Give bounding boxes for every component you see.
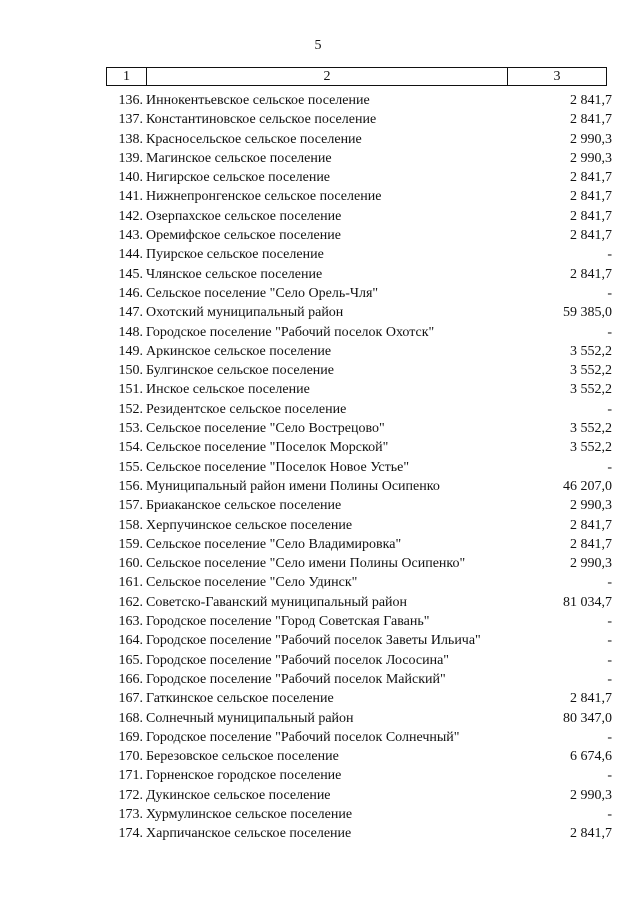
amount-value: - (607, 652, 612, 668)
table-row (106, 496, 612, 515)
table-row (106, 438, 612, 457)
table-row (106, 631, 612, 650)
amount-value: 6 674,6 (570, 749, 612, 765)
row-number: 143. (118, 228, 143, 244)
amount-value: 2 990,3 (570, 498, 612, 514)
row-number: 167. (118, 691, 143, 707)
amount-value: - (607, 768, 612, 784)
amount-value: 2 990,3 (570, 787, 612, 803)
settlement-name: Охотский муниципальный район (146, 305, 344, 321)
amount-value: 2 841,7 (570, 189, 612, 205)
amount-value: 2 841,7 (570, 266, 612, 282)
settlement-name: Городское поселение "Рабочий поселок Лососина" (146, 652, 450, 668)
table-row (106, 535, 612, 554)
row-number: 161. (118, 575, 143, 591)
settlement-name: Муниципальный район имени Полины Осипенко (146, 478, 440, 494)
settlement-name: Сельское поселение "Село Орель-Чля" (146, 285, 379, 301)
settlement-name: Нигирское сельское поселение (146, 170, 331, 186)
table-row (106, 361, 612, 380)
amount-value: - (607, 575, 612, 591)
table-row (106, 207, 612, 226)
row-number: 172. (118, 787, 143, 803)
amount-value: 3 552,2 (570, 343, 612, 359)
table-row (106, 342, 612, 361)
row-number: 164. (118, 633, 143, 649)
amount-value: 2 841,7 (570, 536, 612, 552)
settlement-name: Члянское сельское поселение (146, 266, 323, 282)
settlement-name: Оремифское сельское поселение (146, 228, 341, 244)
settlement-name: Сельское поселение "Село Удинск" (146, 575, 358, 591)
amount-value: - (607, 247, 612, 263)
table-row (106, 516, 612, 535)
header-col-2: 2 (147, 68, 508, 85)
table-row (106, 458, 612, 477)
settlement-name: Озерпахское сельское поселение (146, 208, 342, 224)
table-row (106, 226, 612, 245)
table-row (106, 323, 612, 342)
amount-value: 2 841,7 (570, 826, 612, 842)
row-number: 163. (118, 614, 143, 630)
settlement-name: Инское сельское поселение (146, 382, 310, 398)
table-row (106, 400, 612, 419)
settlement-name: Херпучинское сельское поселение (146, 517, 353, 533)
row-number: 139. (118, 150, 143, 166)
amount-value: - (607, 633, 612, 649)
table-row (106, 709, 612, 728)
row-number: 144. (118, 247, 143, 263)
settlement-name: Горненское городское поселение (146, 768, 342, 784)
table-row (106, 303, 612, 322)
table-row (106, 187, 612, 206)
amount-value: 3 552,2 (570, 440, 612, 456)
row-number: 157. (118, 498, 143, 514)
amount-value: 80 347,0 (563, 710, 612, 726)
row-number: 136. (118, 93, 143, 108)
settlement-name: Сельское поселение "Поселок Новое Устье" (146, 459, 410, 475)
row-number: 160. (118, 556, 143, 572)
amount-value: 2 990,3 (570, 556, 612, 572)
row-number: 165. (118, 652, 143, 668)
row-number: 173. (118, 806, 143, 822)
amount-value: - (607, 806, 612, 822)
table-row (106, 689, 612, 708)
settlement-name: Городское поселение "Рабочий поселок Солнечный" (146, 729, 460, 745)
settlement-name: Сельское поселение "Село имени Полины Осипенко" (146, 556, 466, 572)
table-row (106, 651, 612, 670)
settlement-name: Красносельское сельское поселение (146, 131, 362, 147)
settlement-name: Резидентское сельское поселение (146, 401, 347, 417)
amount-value: 2 841,7 (570, 228, 612, 244)
table-row (106, 265, 612, 284)
row-number: 145. (118, 266, 143, 282)
row-number: 138. (118, 131, 143, 147)
table-row (106, 419, 612, 438)
table-row (106, 149, 612, 168)
settlement-name: Сельское поселение "Поселок Морской" (146, 440, 389, 456)
amount-value: - (607, 285, 612, 301)
settlement-name: Городское поселение "Рабочий поселок Охотск" (146, 324, 435, 340)
table-row (106, 593, 612, 612)
settlement-name: Булгинское сельское поселение (146, 363, 334, 379)
amount-value: 3 552,2 (570, 363, 612, 379)
settlement-name: Солнечный муниципальный район (146, 710, 354, 726)
row-number: 151. (118, 382, 143, 398)
settlement-name: Хурмулинское сельское поселение (146, 806, 353, 822)
table-body (106, 91, 612, 844)
row-number: 155. (118, 459, 143, 475)
row-number: 149. (118, 343, 143, 359)
amount-value: 3 552,2 (570, 382, 612, 398)
settlement-name: Константиновское сельское поселение (146, 112, 377, 128)
table-row (106, 554, 612, 573)
amount-value: - (607, 614, 612, 630)
settlement-name: Дукинское сельское поселение (146, 787, 331, 803)
table-row (106, 824, 612, 843)
settlement-name: Березовское сельское поселение (146, 749, 339, 765)
table-row (106, 91, 612, 110)
header-col-1: 1 (107, 68, 147, 85)
row-number: 171. (118, 768, 143, 784)
amount-value: - (607, 324, 612, 340)
row-number: 162. (118, 594, 143, 610)
settlement-name: Иннокентьевское сельское поселение (146, 93, 370, 108)
row-number: 158. (118, 517, 143, 533)
table-row (106, 573, 612, 592)
settlement-name: Городское поселение "Рабочий поселок Майский" (146, 671, 446, 687)
row-number: 142. (118, 208, 143, 224)
table-row (106, 110, 612, 129)
table-row (106, 728, 612, 747)
row-number: 169. (118, 729, 143, 745)
amount-value: 2 841,7 (570, 93, 612, 108)
table-row (106, 805, 612, 824)
table-row (106, 477, 612, 496)
amount-value: 3 552,2 (570, 421, 612, 437)
amount-value: 59 385,0 (563, 305, 612, 321)
row-number: 140. (118, 170, 143, 186)
settlement-name: Гаткинское сельское поселение (146, 691, 334, 707)
row-number: 154. (118, 440, 143, 456)
amount-value: 2 841,7 (570, 517, 612, 533)
row-number: 146. (118, 285, 143, 301)
row-number: 156. (118, 478, 143, 494)
row-number: 147. (118, 305, 143, 321)
amount-value: 2 990,3 (570, 150, 612, 166)
row-number: 150. (118, 363, 143, 379)
amount-value: - (607, 671, 612, 687)
table-row (106, 766, 612, 785)
settlement-name: Советско-Гаванский муниципальный район (146, 594, 408, 610)
settlement-name: Сельское поселение "Село Вострецово" (146, 421, 385, 437)
page-number: 5 (314, 38, 322, 53)
amount-value: 2 841,7 (570, 208, 612, 224)
settlement-name: Городское поселение "Город Советская Гавань" (146, 614, 430, 630)
row-number: 168. (118, 710, 143, 726)
settlement-name: Бриаканское сельское поселение (146, 498, 342, 514)
settlement-name: Нижнепронгенское сельское поселение (146, 189, 382, 205)
amount-value: 46 207,0 (563, 478, 612, 494)
settlement-name: Аркинское сельское поселение (146, 343, 332, 359)
row-number: 170. (118, 749, 143, 765)
amount-value: 2 990,3 (570, 131, 612, 147)
amount-value: 2 841,7 (570, 691, 612, 707)
table-row (106, 284, 612, 303)
settlement-name: Пуирское сельское поселение (146, 247, 324, 263)
table-row (106, 612, 612, 631)
settlement-name: Магинское сельское поселение (146, 150, 332, 166)
row-number: 141. (118, 189, 143, 205)
table-header (106, 67, 607, 86)
row-number: 174. (118, 826, 143, 842)
header-col-3: 3 (553, 69, 561, 84)
settlement-name: Городское поселение "Рабочий поселок Заветы Ильича" (146, 633, 481, 649)
table-row (106, 130, 612, 149)
row-number: 153. (118, 421, 143, 437)
row-number: 152. (118, 401, 143, 417)
table-row (106, 670, 612, 689)
table-row (106, 747, 612, 766)
table-row (106, 168, 612, 187)
row-number: 137. (118, 112, 143, 128)
settlement-name: Сельское поселение "Село Владимировка" (146, 536, 402, 552)
amount-value: 2 841,7 (570, 112, 612, 128)
row-number: 166. (118, 671, 143, 687)
amount-value: 2 841,7 (570, 170, 612, 186)
table-row (106, 380, 612, 399)
table-row (106, 786, 612, 805)
table-row (106, 245, 612, 264)
settlement-name: Харпичанское сельское поселение (146, 826, 352, 842)
amount-value: 81 034,7 (563, 594, 612, 610)
row-number: 148. (118, 324, 143, 340)
amount-value: - (607, 401, 612, 417)
row-number: 159. (118, 536, 143, 552)
amount-value: - (607, 729, 612, 745)
amount-value: - (607, 459, 612, 475)
